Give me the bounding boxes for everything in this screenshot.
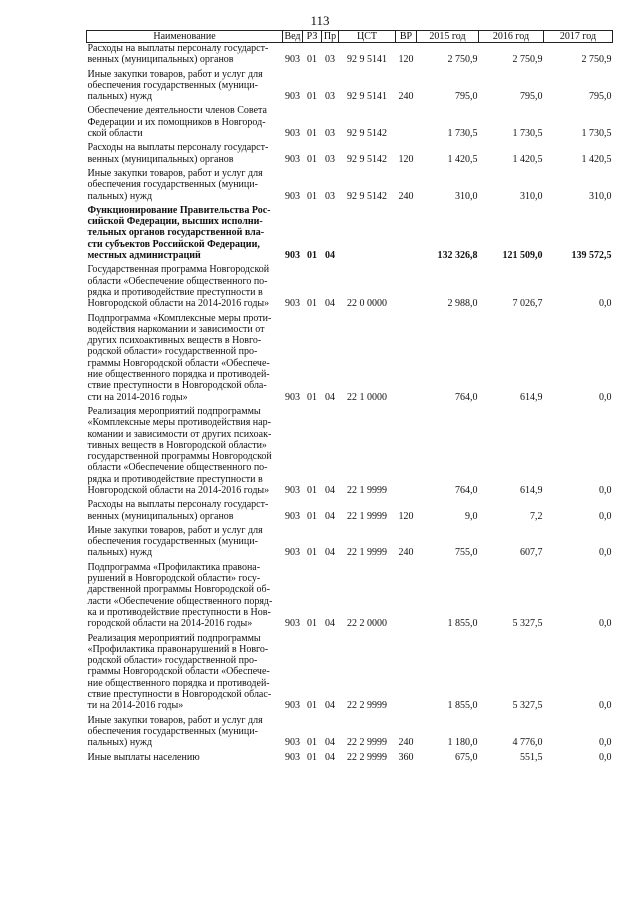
row-name-line: венных (муниципальных) органов: [87, 510, 234, 522]
cell-vr: [396, 562, 417, 633]
cell-vr: 120: [398, 510, 414, 522]
row-name-line: Реализация мероприятий подпрограммы: [87, 632, 261, 644]
cell-pr: 03: [325, 153, 335, 165]
cell-ved: 903: [285, 190, 300, 202]
cell-cst: 92 9 5141: [347, 91, 387, 103]
cell-amount-2017: 2 750,9: [581, 54, 612, 66]
row-name-line: тельных органов государственной вла-: [87, 227, 265, 239]
row-name-line: «Профилактика правонарушений в Новго-: [87, 643, 269, 655]
cell-amount-2015: 675,0: [455, 751, 478, 763]
cell-ved: 903: [285, 91, 300, 103]
cell-amount-2017: 0,0: [599, 298, 612, 310]
cell-amount-2017: 0,0: [599, 484, 612, 496]
row-name-line: ти на 2014-2016 годы»: [87, 700, 184, 712]
cell-vr: [396, 264, 417, 312]
cell-amount-2016: 607,7: [520, 547, 543, 559]
row-name-line: Иные закупки товаров, работ и услуг для: [87, 714, 263, 726]
row-name: [87, 205, 283, 264]
header-name: Наименование: [87, 31, 283, 43]
cell-ved: 903: [285, 547, 300, 559]
row-name-line: венных (муниципальных) органов: [87, 54, 234, 66]
cell-rz: 01: [307, 128, 317, 140]
cell-cst: 22 2 9999: [347, 700, 387, 712]
cell-amount-2017: 1 730,5: [581, 128, 612, 140]
cell-pr: 04: [325, 484, 335, 496]
row-name-line: Расходы на выплаты персоналу государст-: [87, 43, 269, 54]
table-row: [87, 525, 613, 562]
cell-vr: 240: [398, 737, 414, 749]
cell-rz: 01: [307, 391, 317, 403]
cell-pr: 04: [325, 298, 335, 310]
cell-amount-2016: 4 776,0: [512, 737, 543, 749]
cell-pr: 03: [325, 91, 335, 103]
cell-cst: 22 2 9999: [347, 751, 387, 763]
cell-vr: 120: [398, 54, 414, 66]
cell-amount-2016: 7,2: [530, 510, 543, 522]
table-row: [87, 43, 613, 69]
row-name-line: граммы Новгородской области «Обеспече-: [87, 357, 270, 369]
cell-amount-2016: 5 327,5: [512, 700, 543, 712]
row-name-line: Подпрограмма «Комплексные меры проти-: [87, 312, 272, 324]
row-name-line: Иные закупки товаров, работ и услуг для: [87, 68, 263, 80]
cell-rz: 01: [307, 737, 317, 749]
row-name-line: граммы Новгородской области «Обеспече-: [87, 666, 270, 678]
row-name-line: ствие преступности в Новгородской обла-: [87, 380, 267, 392]
table-row: [87, 752, 613, 766]
table-row: [87, 499, 613, 525]
row-name-line: ние общественного порядка и противодей-: [87, 369, 270, 381]
cell-amount-2016: 795,0: [520, 91, 543, 103]
row-name-line: Расходы на выплаты персоналу государст-: [87, 499, 269, 511]
cell-pr: 04: [325, 618, 335, 630]
row-name-line: других психоактивных веществ в Новго-: [87, 335, 262, 347]
row-name-line: родской области» государственной про-: [87, 655, 258, 667]
cell-cst: 92 9 5142: [347, 190, 387, 202]
row-name: [87, 715, 283, 752]
cell-pr: 04: [325, 751, 335, 763]
row-name: [87, 69, 283, 106]
cell-amount-2015: 132 326,8: [437, 250, 478, 262]
row-name: [87, 313, 283, 406]
cell-ved: 903: [285, 510, 300, 522]
row-name-line: местных администраций: [87, 250, 201, 262]
row-name-line: области «Обеспечение общественного по-: [87, 462, 268, 474]
cell-amount-2016: 121 509,0: [502, 250, 543, 262]
cell-pr: 04: [325, 391, 335, 403]
header-ved: Вед: [284, 31, 301, 42]
header-2017: 2017 год: [544, 31, 613, 43]
table-row: [87, 105, 613, 142]
row-name-line: комании и зависимости от других психоак-: [87, 428, 272, 440]
cell-amount-2017: 0,0: [599, 510, 612, 522]
cell-cst: 22 2 9999: [347, 737, 387, 749]
row-name-line: водействия наркомании и зависимости от: [87, 323, 265, 335]
row-name-line: сти на 2014-2016 годы»: [87, 391, 188, 403]
row-name-line: ласти «Обеспечение общественного поряд-: [87, 595, 273, 607]
cell-amount-2016: 2 750,9: [512, 54, 543, 66]
cell-amount-2017: 1 420,5: [581, 153, 612, 165]
cell-rz: 01: [307, 298, 317, 310]
cell-amount-2015: 764,0: [455, 391, 478, 403]
cell-amount-2016: 1 420,5: [512, 153, 543, 165]
cell-ved: 903: [285, 54, 300, 66]
cell-vr: [396, 105, 417, 142]
cell-amount-2015: 1 855,0: [447, 700, 478, 712]
cell-rz: 01: [307, 54, 317, 66]
cell-amount-2017: 0,0: [599, 391, 612, 403]
row-name-line: городской области на 2014-2016 годы»: [87, 618, 253, 630]
row-name-line: венных (муниципальных) органов: [87, 153, 234, 165]
cell-rz: 01: [307, 700, 317, 712]
cell-rz: 01: [307, 547, 317, 559]
row-name: [87, 168, 283, 205]
cell-amount-2015: 795,0: [455, 91, 478, 103]
cell-vr: 120: [398, 153, 414, 165]
row-name-line: Государственная программа Новгородской: [87, 264, 270, 276]
cell-cst: 22 1 0000: [347, 391, 387, 403]
cell-pr: 03: [325, 128, 335, 140]
row-name: [87, 264, 283, 312]
cell-rz: 01: [307, 190, 317, 202]
cell-vr: 240: [398, 190, 414, 202]
row-name-line: обеспечения государственных (муници-: [87, 179, 258, 191]
table-row: [87, 69, 613, 106]
cell-ved: 903: [285, 153, 300, 165]
cell-ved: 903: [285, 128, 300, 140]
cell-rz: 01: [307, 91, 317, 103]
table-row: [87, 264, 613, 312]
cell-vr: [396, 406, 417, 499]
row-name-line: Обеспечение деятельности членов Совета: [87, 105, 267, 117]
cell-cst: 22 2 0000: [347, 618, 387, 630]
cell-amount-2015: 1 420,5: [447, 153, 478, 165]
cell-amount-2015: 764,0: [455, 484, 478, 496]
cell-vr: 360: [398, 751, 414, 763]
cell-pr: 03: [325, 190, 335, 202]
cell-amount-2017: 0,0: [599, 751, 612, 763]
row-name-line: Иные выплаты населению: [87, 751, 200, 763]
cell-cst: 22 0 0000: [347, 298, 387, 310]
cell-rz: 01: [307, 751, 317, 763]
row-name-line: области «Обеспечение общественного по-: [87, 275, 268, 287]
row-name-line: Иные закупки товаров, работ и услуг для: [87, 167, 263, 179]
table-row: [87, 562, 613, 633]
row-name-line: пальных) нужд: [87, 190, 153, 202]
row-name: [87, 406, 283, 499]
row-name-line: ской области: [87, 128, 143, 140]
cell-amount-2017: 0,0: [599, 700, 612, 712]
cell-vr: 240: [398, 547, 414, 559]
header-vr: ВР: [396, 31, 417, 43]
row-name-line: Федерации и их помощников в Новгород-: [87, 116, 266, 128]
cell-vr: [396, 633, 417, 715]
cell-vr: [396, 205, 417, 264]
cell-amount-2016: 614,9: [520, 484, 543, 496]
cell-amount-2015: 1 730,5: [447, 128, 478, 140]
row-name-line: тивных веществ в Новгородской области»: [87, 439, 267, 451]
cell-ved: 903: [285, 618, 300, 630]
row-name-line: Расходы на выплаты персоналу государст-: [87, 142, 269, 154]
row-name-line: сти субъектов Российской Федерации,: [87, 238, 260, 250]
cell-amount-2015: 1 855,0: [447, 618, 478, 630]
row-name-line: сийской Федерации, высших исполни-: [87, 216, 263, 228]
table-row: [87, 633, 613, 715]
row-name: [87, 43, 283, 69]
cell-amount-2017: 139 572,5: [571, 250, 612, 262]
table-row: [87, 715, 613, 752]
row-name-line: обеспечения государственных (муници-: [87, 536, 258, 548]
cell-ved: 903: [285, 391, 300, 403]
table-row: [87, 168, 613, 205]
cell-pr: 04: [325, 250, 335, 262]
cell-amount-2017: 0,0: [599, 618, 612, 630]
row-name: [87, 562, 283, 633]
cell-pr: 04: [325, 510, 335, 522]
table-row: [87, 142, 613, 168]
header-cst: ЦСТ: [339, 31, 396, 43]
cell-rz: 01: [307, 250, 317, 262]
cell-amount-2017: 310,0: [589, 190, 612, 202]
row-name-line: ка и противодействие преступности в Нов-: [87, 606, 271, 618]
table-row: [87, 313, 613, 406]
table-header-row: [87, 31, 613, 43]
cell-amount-2016: 7 026,7: [512, 298, 543, 310]
cell-ved: 903: [285, 484, 300, 496]
cell-cst: 22 1 9999: [347, 547, 387, 559]
cell-pr: 04: [325, 547, 335, 559]
cell-ved: 903: [285, 700, 300, 712]
row-name-line: дарственной программы Новгородской об-: [87, 584, 270, 596]
cell-cst: 22 1 9999: [347, 510, 387, 522]
table-body: [87, 43, 613, 766]
cell-pr: 04: [325, 737, 335, 749]
row-name: [87, 525, 283, 562]
cell-pr: 04: [325, 700, 335, 712]
cell-amount-2016: 310,0: [520, 190, 543, 202]
cell-amount-2016: 1 730,5: [512, 128, 543, 140]
budget-table: [86, 30, 613, 766]
row-name-line: государственной программы Новгородской: [87, 451, 272, 463]
row-name-line: Функционирование Правительства Рос-: [87, 204, 271, 216]
row-name: [87, 142, 283, 168]
cell-ved: 903: [285, 250, 300, 262]
cell-amount-2016: 551,5: [520, 751, 543, 763]
table-row: [87, 406, 613, 499]
cell-cst: 92 9 5141: [347, 54, 387, 66]
cell-vr: [396, 313, 417, 406]
row-name-line: Иные закупки товаров, работ и услуг для: [87, 524, 263, 536]
cell-amount-2017: 795,0: [589, 91, 612, 103]
row-name-line: ствие преступности в Новгородской облас-: [87, 689, 272, 701]
cell-cst: [339, 205, 396, 264]
row-name: [87, 752, 283, 766]
row-name-line: пальных) нужд: [87, 91, 153, 103]
row-name-line: рядка и противодействие преступности в: [87, 473, 263, 485]
row-name-line: Новгородской области на 2014-2016 годы»: [87, 298, 270, 310]
cell-vr: 240: [398, 91, 414, 103]
row-name-line: Подпрограмма «Профилактика правона-: [87, 561, 261, 573]
row-name: [87, 499, 283, 525]
cell-ved: 903: [285, 298, 300, 310]
cell-ved: 903: [285, 737, 300, 749]
cell-amount-2015: 755,0: [455, 547, 478, 559]
cell-ved: 903: [285, 751, 300, 763]
cell-amount-2017: 0,0: [599, 737, 612, 749]
cell-amount-2015: 2 750,9: [447, 54, 478, 66]
cell-cst: 92 9 5142: [347, 153, 387, 165]
cell-amount-2015: 1 180,0: [447, 737, 478, 749]
cell-amount-2016: 5 327,5: [512, 618, 543, 630]
cell-amount-2015: 2 988,0: [447, 298, 478, 310]
cell-pr: 03: [325, 54, 335, 66]
row-name-line: Новгородской области на 2014-2016 годы»: [87, 484, 270, 496]
row-name-line: обеспечения государственных (муници-: [87, 725, 258, 737]
header-rz: РЗ: [303, 31, 322, 43]
page-number: 113: [310, 13, 330, 28]
cell-amount-2017: 0,0: [599, 547, 612, 559]
header-2015: 2015 год: [417, 31, 479, 43]
cell-rz: 01: [307, 618, 317, 630]
cell-amount-2015: 9,0: [465, 510, 478, 522]
row-name-line: пальных) нужд: [87, 547, 153, 559]
row-name-line: пальных) нужд: [87, 737, 153, 749]
cell-rz: 01: [307, 484, 317, 496]
row-name: [87, 633, 283, 715]
row-name-line: «Комплексные меры противодействия нар-: [87, 417, 271, 429]
row-name-line: обеспечения государственных (муници-: [87, 79, 258, 91]
cell-rz: 01: [307, 153, 317, 165]
row-name-line: ние общественного порядка и противодей-: [87, 677, 270, 689]
header-pr: Пр: [322, 31, 339, 43]
row-name-line: родской области» государственной про-: [87, 346, 258, 358]
row-name-line: рядка и противодействие преступности в: [87, 286, 263, 298]
cell-amount-2016: 614,9: [520, 391, 543, 403]
header-2016: 2016 год: [479, 31, 544, 43]
cell-amount-2015: 310,0: [455, 190, 478, 202]
cell-rz: 01: [307, 510, 317, 522]
table-row: [87, 205, 613, 264]
row-name: [87, 105, 283, 142]
cell-cst: 92 9 5142: [347, 128, 387, 140]
row-name-line: рушений в Новгородской области» госу-: [87, 573, 261, 585]
cell-cst: 22 1 9999: [347, 484, 387, 496]
row-name-line: Реализация мероприятий подпрограммы: [87, 405, 261, 417]
